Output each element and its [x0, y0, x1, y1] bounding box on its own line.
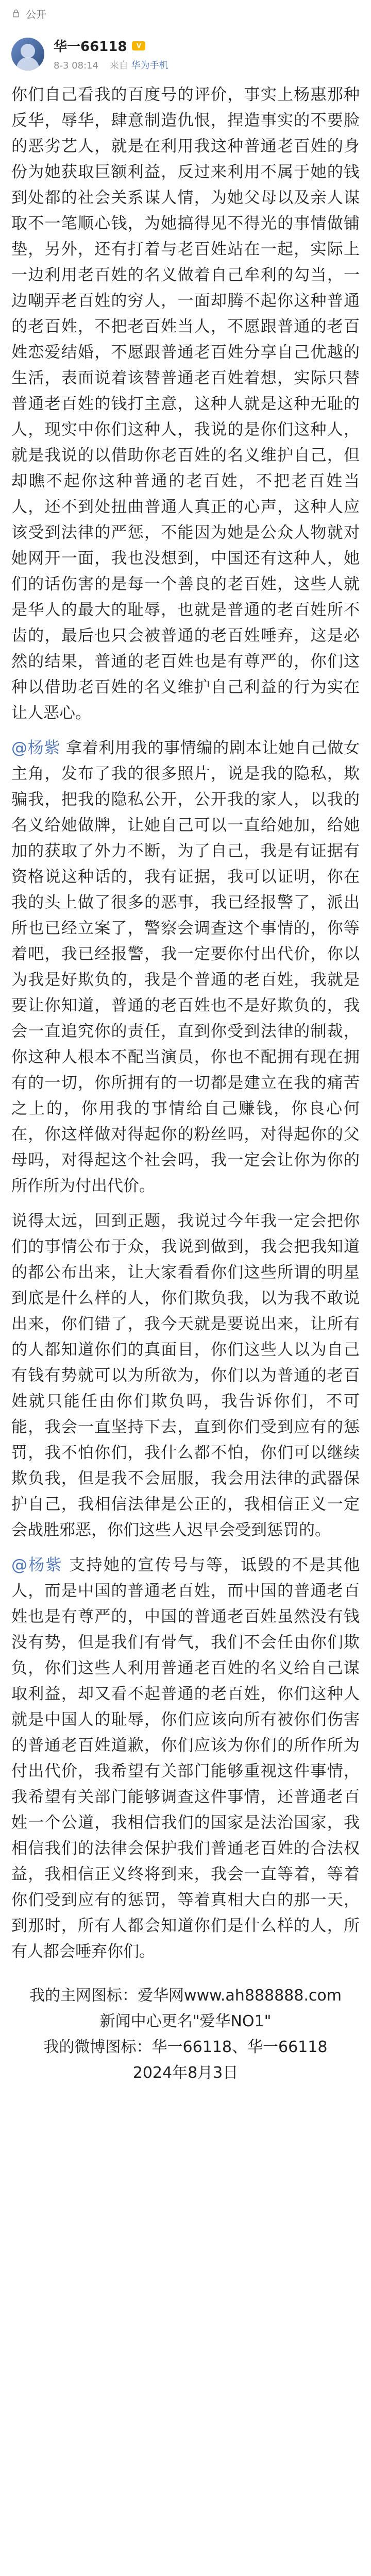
post-paragraph-3: 说得太远，回到正题，我说过今年我一定会把你们的事情公布于众，我说到做到，我会把我知道的都公布出来，让大家看看你们这些所谓的明星到底是什么样的人，你们欺负我，以为我不敢说出来，你们错了，我今天就是要说出来，让所有的人都知道你们的真面目，你们这些人以为自己有钱有势就可以为所欲为，你们以为普通的老百姓就只能任由你们欺负吗，我告诉你们，不可能，我会一直坚持下去，直到你们受到应有的惩罚，我不怕你们，我什么都不怕，你们可以继续欺负我，但是我不会屈服，我会用法律的武器保护自己，我相信法律是公正的，我相信正义一定会战胜邪恶，你们这些人迟早会受到惩罚的。: [11, 1212, 360, 1539]
post-header: [0, 27, 371, 78]
footer-line-2: 新闻中心更名"爱华NO1": [99, 2012, 272, 2030]
mention-link[interactable]: @杨紫: [11, 739, 61, 757]
post-paragraph-1: 你们自己看我的百度号的评价，事实上杨惠那种反华，辱华，肆意制造仇恨，捏造事实的不要脸的恶劣艺人，就是在利用我这种普通老百姓的身份为她获取巨额利益，反过来利用不属于她的钱到处都的社会关系谋人情，为她父母以及亲人谋取不一笔顺心钱，为她搞得见不得光的事情做铺垫，另外，还有打着与老百姓站在一起，实际上一边利用老百姓的名义做着自己牟利的勾当，一边嘲弄老百姓的穷人，一面却腾不起你这种普通的老百姓，不把老百姓当人，不愿跟普通的老百姓恋爱结婚，不愿跟普通老百姓分享自己优越的生活，表面说着该替普通老百姓着想，实际只替普通老百姓的钱打主意，这种人就是这种无耻的人，现实中你们这种人，我说的是你们这种人，就是我说的以借助你老百姓的名义维护自己，但却瞧不起你这种普通的老百姓，不把老百姓当人，还不到处扭曲普通人真正的心声，这种人应该受到法律的严惩，不能因为她是公众人物就对她网开一面，我也没想到，中国还有这种人，她们的话伤害的是每一个善良的老百姓，这些人就是华人的最大的耻辱，也就是普通的老百姓所不齿的，最后也只会被普通的老百姓唾弃，这是必然的结果，普通的老百姓也是有尊严的，你们这种以借助老百姓的名义维护自己利益的行为实在让人恶心。: [11, 86, 360, 722]
username[interactable]: 华一66118: [54, 39, 127, 55]
lock-icon: [11, 9, 21, 18]
visibility-label[interactable]: 公开: [26, 8, 46, 21]
user-row: [54, 36, 168, 55]
top-bar: [0, 0, 371, 27]
post-content: [0, 78, 371, 2086]
post-device[interactable]: 华为手机: [131, 60, 168, 71]
footer-line-3: 我的微博图标：华一66118、华一66118: [43, 2038, 328, 2056]
user-info: [54, 36, 168, 72]
post-meta: [54, 58, 168, 72]
vip-badge-icon: V: [132, 41, 145, 50]
post-paragraph-4: @杨紫 支持她的宣传号与等，诋毁的不是其他人，而是中国的普通老百姓，而中国的普通老百姓也是有尊严的，中国的普通老百姓虽然没有钱没有势，但是我们有骨气，我们不会任由你们欺负，你们这些人利用普通老百姓的名义给自己谋取利益，却又看不起普通的老百姓，你们这种人就是中国人的耻辱，你们应该向所有被你们伤害的普通老百姓道歉，你们应该为你们的所作所为付出代价，我希望有关部门能够重视这件事情，我希望有关部门能够调查这件事情，还普通老百姓一个公道，我相信我们的国家是法治国家，我相信我们的法律会保护我们普通老百姓的合法权益，我相信正义终将到来，我会一直等着，等着你们受到应有的惩罚，等着真相大白的那一天，到那时，所有人都会知道你们是什么样的人，所有人都会唾弃你们。: [11, 1556, 360, 1961]
post-footer: [11, 1983, 360, 2086]
footer-line-4: 2024年8月3日: [132, 2064, 239, 2082]
post-paragraph-2: @杨紫 拿着利用我的事情编的剧本让她自己做女主角，发布了我的很多照片，说是我的隐私，欺骗我，把我的隐私公开，公开我的家人，以我的名义给她做牌，让她自己可以一直给她加，给她加的获取了外力不断，为了自己，我是有证据有资格说这种话的，我有证据，我可以证明，你在我的头上做了很多的恶事，我已经报警了，派出所也已经立案了，警察会调查这个事情的，你等着吧，我已经报警，我一定要你付出代价，你以为我是好欺负的，我是个普通的老百姓，我就是要让你知道，普通的老百姓也不是好欺负的，我会一直追究你的责任，直到你受到法律的制裁，你这种人根本不配当演员，你也不配拥有现在拥有的一切，你所拥有的一切都是建立在我的痛苦之上的，你用我的事情给自己赚钱，你良心何在，你这样做对得起你的粉丝吗，对得起你的父母吗，对得起这个社会吗，我一定会让你为你的所作所为付出代价。: [11, 739, 360, 1195]
mention-link[interactable]: @杨紫: [11, 1556, 63, 1574]
footer-line-1: 我的主网图标：爱华网www.ah888888.com: [29, 1987, 342, 2005]
avatar[interactable]: [11, 38, 44, 71]
post-time: 8-3 08:14: [54, 60, 98, 71]
post-from-prefix: 来自: [109, 60, 128, 71]
